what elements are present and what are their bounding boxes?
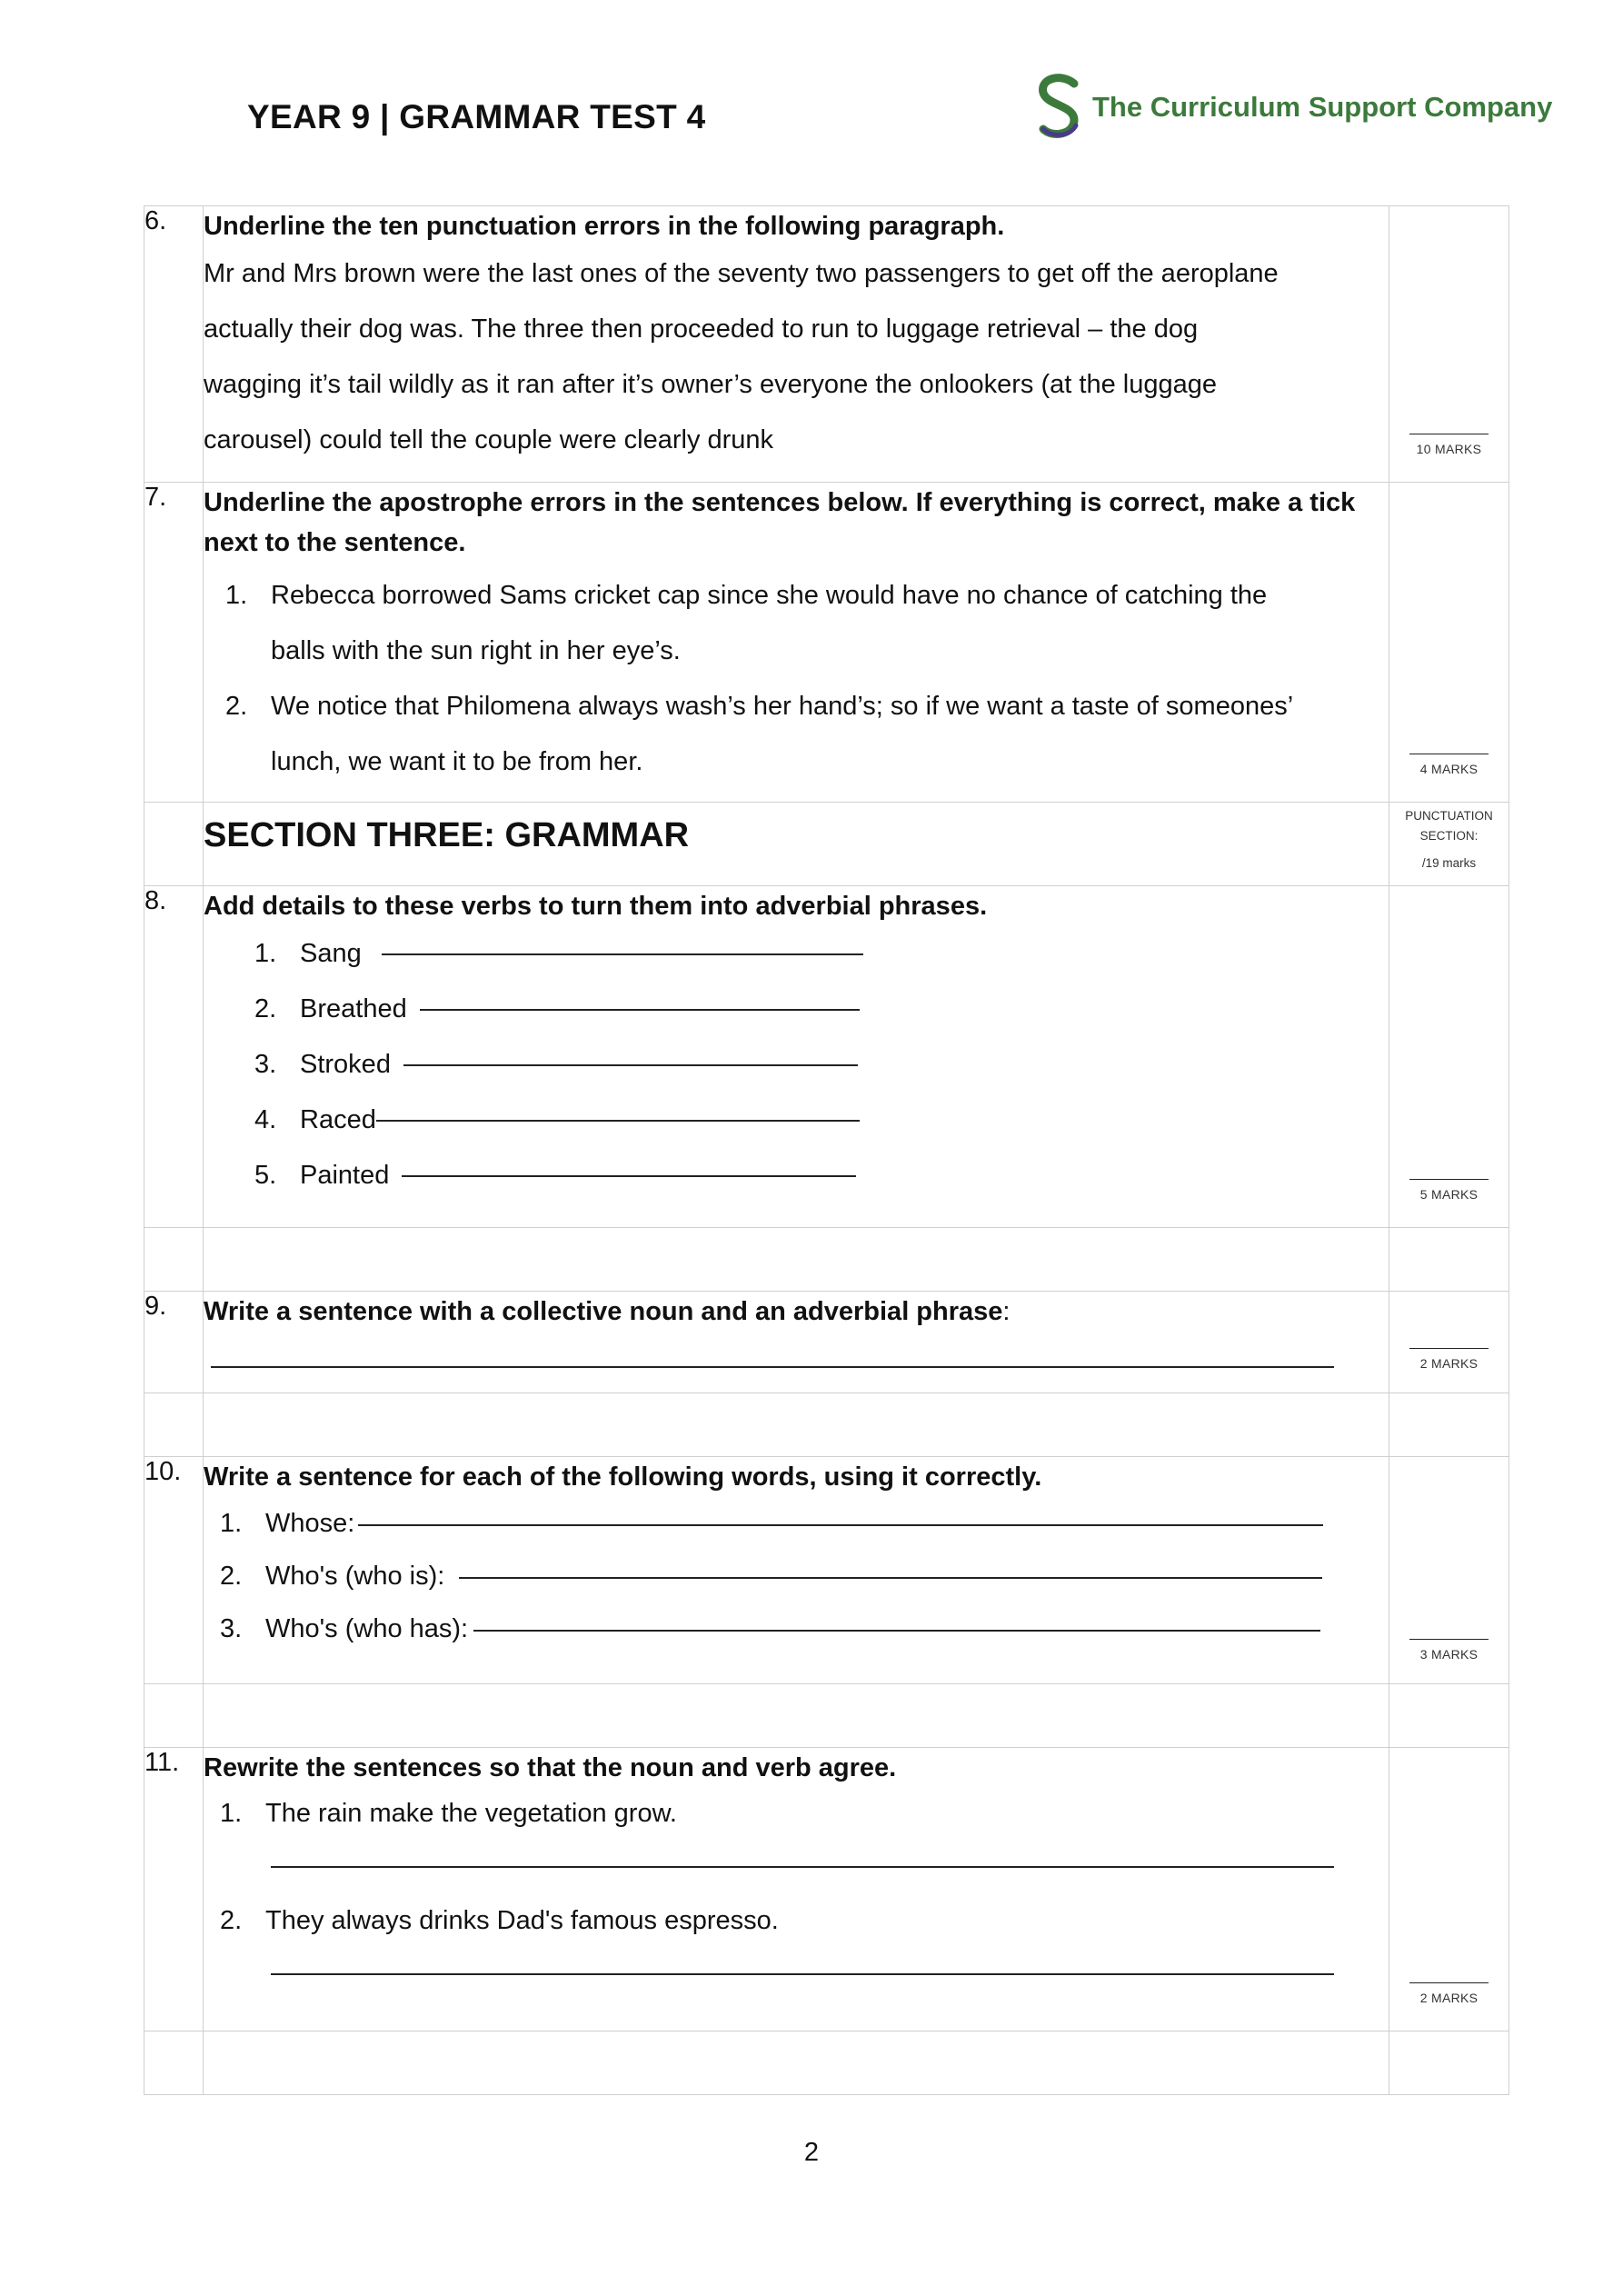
test-table — [144, 205, 1509, 2095]
list-item-continued — [225, 624, 1389, 679]
page-number: 2 — [803, 2138, 820, 2167]
answer-item: 4. Raced — [254, 1093, 1389, 1148]
answer-line[interactable] — [211, 1339, 1334, 1368]
company-logo — [1034, 71, 1552, 144]
question-row-8 — [144, 886, 1509, 1228]
word-label: Who's (who is): — [265, 1562, 445, 1591]
sentence-text: The rain make the vegetation grow. — [265, 1799, 677, 1828]
item-number: 1. — [225, 581, 248, 610]
punctuation-section-score: PUNCTUATION SECTION: /19 marks — [1405, 809, 1493, 870]
item-text: We notice that Philomena always wash’s her hand’s; so if we want a taste of someones’ — [271, 692, 1294, 721]
question-instruction: Write a sentence with a collective noun and an adverbial phrase — [204, 1297, 1003, 1326]
marks-label: 5 MARKS — [1409, 1179, 1489, 1202]
answer-item: 1. Sang — [254, 926, 1389, 982]
answer-item: 2. Who's (who is): — [220, 1550, 1389, 1602]
list-item — [225, 568, 1389, 624]
paragraph-line: actually their dog was. The three then proceeded to run to luggage retrieval – the dog — [204, 314, 1199, 344]
verb-label: Sang — [300, 939, 362, 968]
question-row-6 — [144, 206, 1509, 483]
question-row-11 — [144, 1748, 1509, 2031]
answer-line[interactable] — [459, 1550, 1322, 1579]
marks-label: 2 MARKS — [1409, 1982, 1489, 2005]
spacer-row — [144, 2031, 1509, 2095]
question-number: 6. — [144, 206, 204, 483]
answer-item: 1. Whose: — [220, 1497, 1389, 1550]
answer-line[interactable] — [403, 1037, 858, 1066]
verb-label: Stroked — [300, 1050, 391, 1079]
sentence-text: They always drinks Dad's famous espresso. — [265, 1906, 779, 1935]
verb-label: Painted — [300, 1161, 390, 1190]
answer-line[interactable] — [271, 1946, 1334, 1975]
question-row-9: 9. Write a sentence with a collective noun and an adverbial phrase: 2 MARKS — [144, 1292, 1509, 1393]
question-instruction: Add details to these verbs to turn them into adverbial phrases. — [204, 892, 988, 921]
question-instruction: Underline the ten punctuation errors in the following paragraph. — [204, 212, 1005, 241]
word-label: Who's (who has): — [265, 1614, 469, 1643]
question-instruction: Write a sentence for each of the following words, using it correctly. — [204, 1462, 1042, 1492]
question-number: 7. — [144, 483, 204, 803]
answer-line[interactable] — [402, 1148, 856, 1177]
question-row-10 — [144, 1457, 1509, 1684]
section-header-row — [144, 803, 1509, 886]
answer-line[interactable] — [271, 1839, 1334, 1868]
marks-label: 10 MARKS — [1409, 434, 1489, 456]
spacer-row — [144, 1393, 1509, 1457]
curriculum-s-logo-icon — [1034, 71, 1085, 144]
logo-text: The Curriculum Support Company — [1092, 91, 1553, 123]
verb-label: Breathed — [300, 994, 407, 1023]
verb-label: Raced — [300, 1105, 376, 1134]
list-item: 1. The rain make the vegetation grow. — [220, 1788, 1389, 1839]
question-instruction: Underline the apostrophe errors in the sentences below. If everything is correct, make a tick next to the sentence. — [204, 488, 1356, 557]
answer-item: 2. Breathed — [254, 982, 1389, 1037]
answer-item: 3. Stroked — [254, 1037, 1389, 1093]
answer-line[interactable] — [420, 982, 860, 1011]
answer-item: 5. Painted — [254, 1148, 1389, 1203]
paragraph-line: wagging it’s tail wildly as it ran after it’s owner’s everyone the onlookers (at the luggage — [204, 370, 1217, 399]
answer-line[interactable] — [382, 926, 863, 955]
question-instruction: Rewrite the sentences so that the noun and verb agree. — [204, 1753, 897, 1782]
list-item: 2. They always drinks Dad's famous espresso. — [220, 1895, 1389, 1946]
question-number: 8. — [144, 886, 204, 1228]
item-number: 2. — [225, 692, 248, 721]
list-item — [225, 679, 1389, 734]
page-title: YEAR 9 | GRAMMAR TEST 4 — [247, 98, 706, 135]
question-number: 9. — [144, 1292, 204, 1393]
list-item-continued — [225, 734, 1389, 790]
paragraph-line: carousel) could tell the couple were clearly drunk — [204, 425, 774, 454]
spacer-row — [144, 1684, 1509, 1748]
question-row-7 — [144, 483, 1509, 803]
item-text: Rebecca borrowed Sams cricket cap since she would have no chance of catching the — [271, 581, 1268, 610]
marks-label: 4 MARKS — [1409, 754, 1489, 776]
item-text: lunch, we want it to be from her. — [271, 747, 643, 776]
answer-item: 3. Who's (who has): — [220, 1602, 1389, 1655]
spacer-row — [144, 1228, 1509, 1292]
marks-label: 3 MARKS — [1409, 1639, 1489, 1662]
question-number: 11. — [144, 1748, 204, 2031]
paragraph-line: Mr and Mrs brown were the last ones of the seventy two passengers to get off the aeroplane — [204, 259, 1279, 288]
word-label: Whose: — [265, 1509, 355, 1538]
marks-label: 2 MARKS — [1409, 1348, 1489, 1371]
item-text: balls with the sun right in her eye’s. — [271, 636, 681, 665]
answer-line[interactable] — [376, 1093, 860, 1122]
answer-line[interactable] — [358, 1497, 1323, 1526]
section-title: SECTION THREE: GRAMMAR — [204, 816, 690, 854]
answer-line[interactable] — [473, 1602, 1320, 1632]
question-number: 10. — [144, 1457, 204, 1684]
